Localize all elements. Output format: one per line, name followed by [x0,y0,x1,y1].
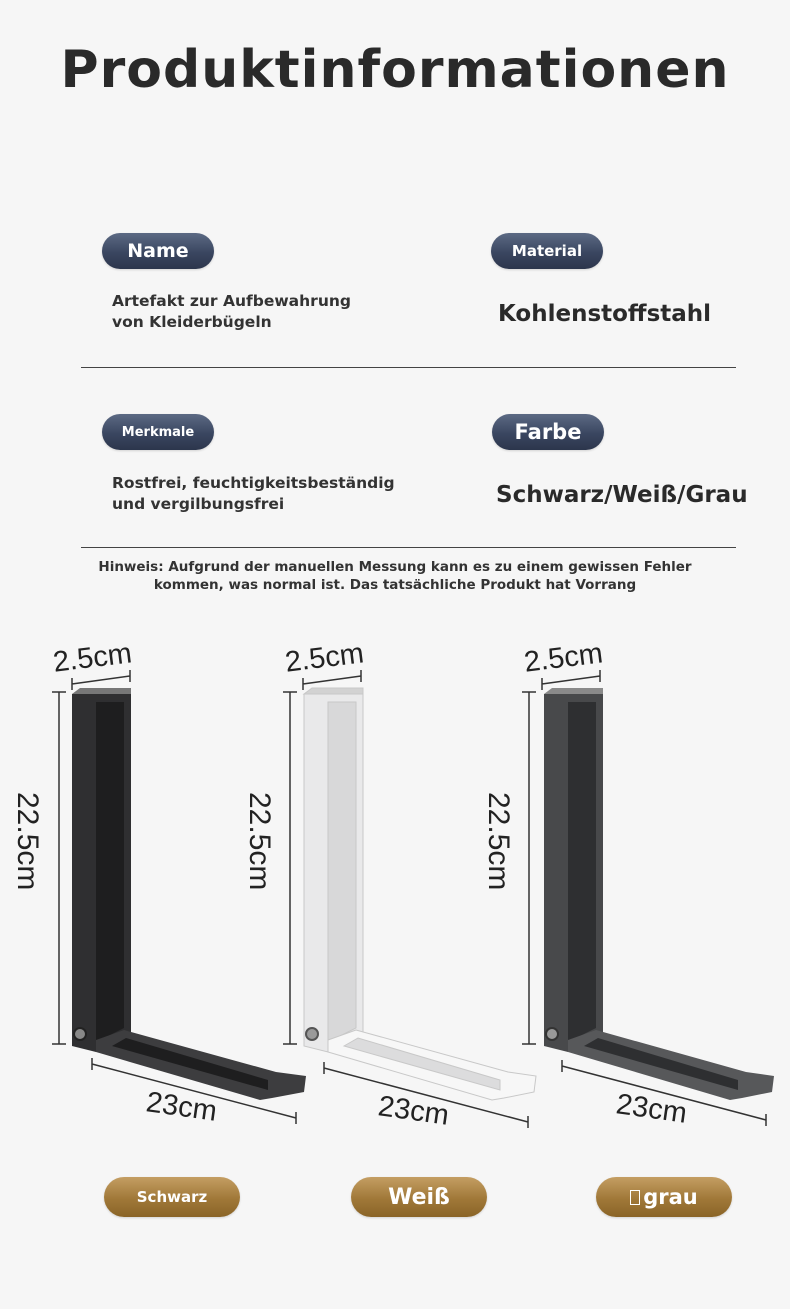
features-value-line1: Rostfrei, feuchtigkeitsbeständig [112,474,395,492]
color-option-schwarz [104,1177,240,1217]
length-dimension-label: 23cm [376,1090,451,1132]
height-dimension-label: 22.5cm [482,792,515,891]
color-option-label: grau [643,1185,698,1209]
name-value-line1: Artefakt zur Aufbewahrung [112,292,351,310]
name-value-line2: von Kleiderbügeln [112,313,272,331]
color-option-label: Schwarz [136,1188,208,1206]
missing-glyph-icon [630,1190,640,1205]
height-dimension-label: 22.5cm [243,792,276,891]
height-dimension-label: 22.5cm [11,792,44,891]
width-dimension-label: 2.5cm [522,637,605,679]
length-dimension-label: 23cm [144,1086,219,1128]
width-dimension-label: 2.5cm [51,637,134,679]
length-dimension-label: 23cm [614,1088,689,1130]
hinge-pin [546,1028,558,1040]
note-line1: Hinweis: Aufgrund der manuellen Messung kann es zu einem gewissen Fehler [98,559,692,575]
note-line2: kommen, was normal ist. Das tatsächliche Produkt hat Vorrang [153,577,637,593]
page-title: Produktinformationen [60,40,730,100]
bracket-top-edge [544,688,603,694]
material-label: Material [511,242,583,260]
color-option-weiss [351,1177,487,1217]
bracket-body [544,688,774,1100]
name-label: Name [127,240,189,262]
width-dimension-label: 2.5cm [283,637,366,679]
color-option-label: Weiß [388,1184,450,1210]
color-label: Farbe [514,420,582,444]
bracket-inner-channel [568,702,596,1042]
material-value: Kohlenstoffstahl [498,301,712,327]
features-label: Merkmale [121,424,195,440]
color-value: Schwarz/Weiß/Grau [496,482,748,508]
color-option-grau [596,1177,732,1217]
features-value-line2: und vergilbungsfrei [112,495,285,513]
